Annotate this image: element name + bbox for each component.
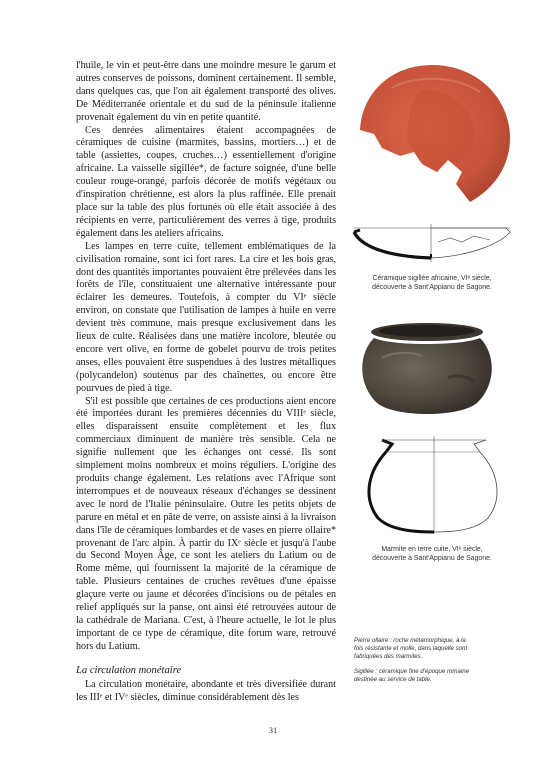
main-text-column [76, 60, 336, 705]
pot-caption-line-2: découverte à Sant'Appianu de Sagone. [372, 555, 492, 562]
glossary-ollaire: Pierre ollaire : roche métamorphique, à la fois résistante et molle, dans laquelle sont fabriquées des marmites. [354, 637, 468, 661]
glossary-sigillee: Sigillée : céramique fine d'époque romaine destinée au service de table. [354, 667, 469, 683]
paragraph-1: l'huile, le vin et peut-être dans une moindre mesure le garum et autres conserves de poissons, dominent certainement. Il semble, dans quelques cas, que l'on ait également transporté des olives. De Méditerranée orientale et du sud de la péninsule italienne provenait également du vin en petite quantité. [76, 60, 336, 123]
page-number: 31 [268, 725, 278, 735]
sigillata-plate-photo [352, 60, 512, 210]
pot-caption [352, 545, 512, 563]
cooking-pot-photo [352, 318, 502, 424]
section-title: La circulation monétaire [76, 664, 182, 676]
section-paragraph: La circulation monétaire, abondante et très diversifiée durant les IIIᵉ et IVᵉ siècles, diminue considérablement dès les [76, 678, 336, 703]
plate-caption-line-1: Céramique sigillée africaine, VIᵉ siècle, [372, 275, 492, 282]
plate-caption [352, 274, 512, 292]
pot-caption-line-1: Marmite en terre cuite, VIᵉ siècle, [381, 546, 483, 553]
paragraph-2: Ces denrées alimentaires étaient accompagnées de céramiques de cuisine (marmites, bassins, mortiers…) et de table (assiettes, coupes, cruches…) essentiellement d'origine africaine. La vaisselle sigillée*, de facture soignée, d'une belle couleur rouge-orangé, parfois décorée de motifs végétaux ou d'inspiration chrétienne, est alors la plus raffinée. Elle prenait place sur la table des plus fortunés où elle était associée à des récipients en verre, particulièrement des verres à tige, produits également dans les ateliers africains. [76, 124, 336, 239]
paragraph-4: S'il est possible que certaines de ces productions aient encore été importées durant les premières décennies du VIIIᵉ siècle, elles disparaissent ensuite complètement et les flux commerciaux diminuent de manière très sensible. Cela ne signifie nullement que les échanges ont cessé. Ils sont simplement moins nombreux et moins réguliers. L'origine des produits change également. Les relations avec l'Afrique sont interrompues et de nouveaux réseaux d'échanges se dessinent avec le nord de l'Italie péninsulaire. Outre les petits objets de parure en métal et en pâte de verre, on assiste ainsi à la livraison dans l'île de céramiques lombardes et de vases en pierre ollaire* provenant de l'arc alpin. À partir du IXᵉ siècle et jusqu'à l'aube du Second Moyen Âge, ce sont les ateliers du Latium ou de Rome même, qui fournissent la majorité de la céramique de table. Plusieurs centaines de cruches revêtues d'une épaisse glaçure verte ou jaune et décorées d'incisions ou de pétales en relief appliqués sur la panse, ont ainsi été retrouvées autour de la cathédrale de Mariana. C'est, à l'heure actuelle, le lot le plus important de ce type de céramique, dite forum ware, retrouvé hors du Latium. [76, 395, 336, 652]
paragraph-3: Les lampes en terre cuite, tellement emblématiques de la civilisation romaine, sont ici fort rares. La cire et les bois gras, dont des quantités importantes pouvaient être prélevées dans les forêts de l'île, constituaient une alternative intéressante pour éclairer les demeures. Toutefois, à compter du VIᵉ siècle environ, on constate que l'utilisation de lampes à huile en verre devient très commune, mais presque exclusivement dans les lieux de culte. Réalisées dans une matière incolore, bleutée ou encore vert olive, en forme de gobelet pourvu de trois petites anses, elles pouvaient être suspendues à des lustres métalliques (polycandelon) soutenus par des chaînettes, ou encore être pourvues de pied à tige. [76, 240, 336, 394]
plate-profile-drawing [350, 222, 514, 264]
glossary [354, 637, 472, 690]
plate-caption-line-2: découverte à Sant'Appianu de Sagone. [372, 284, 492, 291]
pot-profile-drawing [352, 434, 516, 536]
